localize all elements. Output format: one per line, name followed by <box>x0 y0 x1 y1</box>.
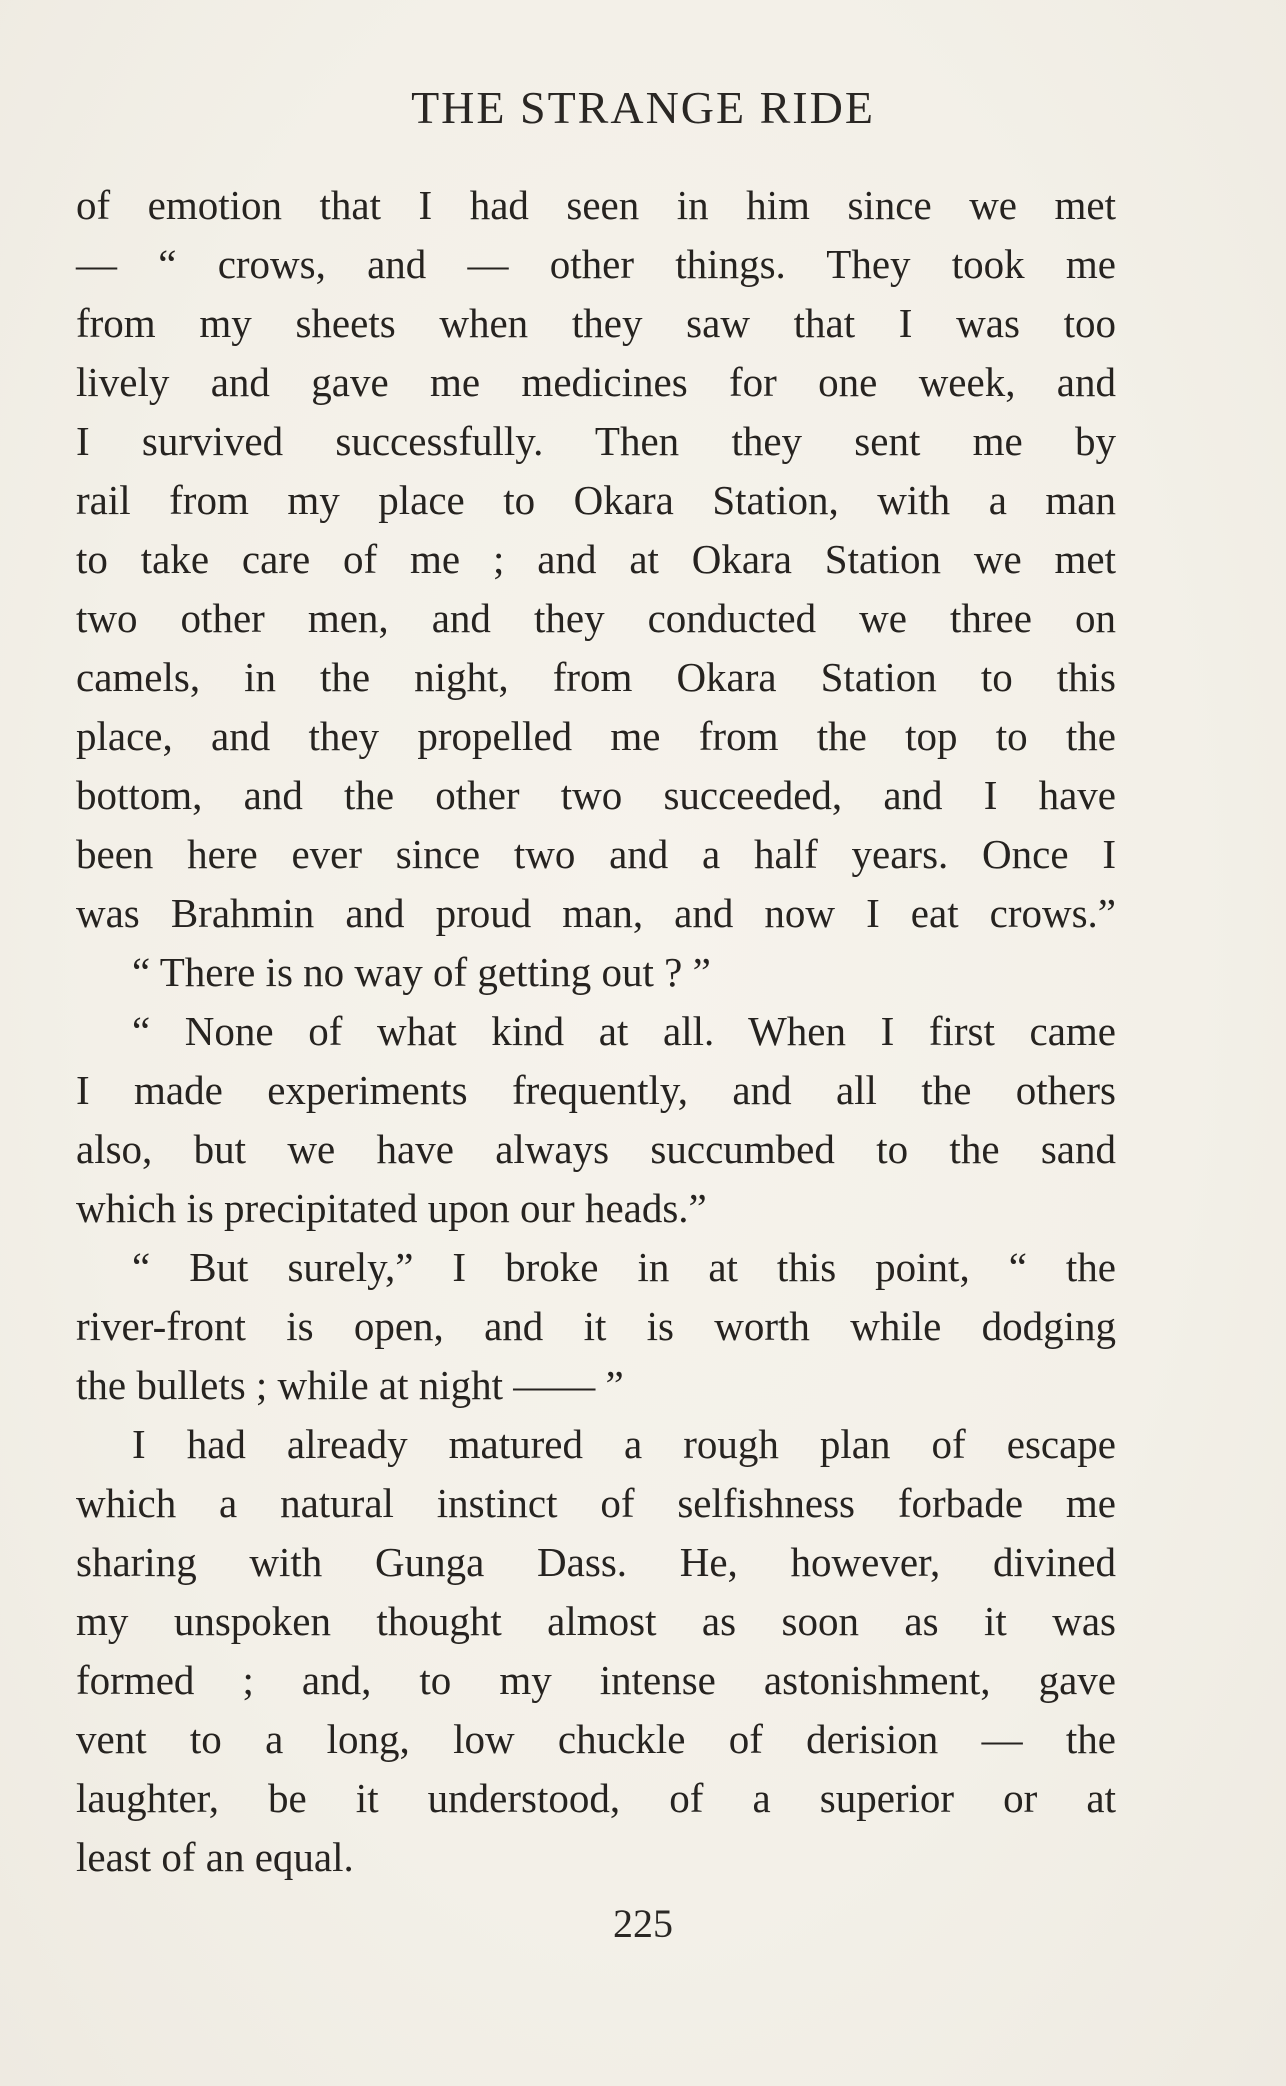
text-line: river-front is open, and it is worth while dodging <box>76 1303 1116 1349</box>
page-number: 225 <box>613 1901 673 1946</box>
text-line: I had already matured a rough plan of escape <box>132 1421 1116 1467</box>
text-line: “ But surely,” I broke in at this point, “ the <box>132 1244 1116 1290</box>
text-line: place, and they propelled me from the top to the <box>76 713 1116 759</box>
text-line: I made experiments frequently, and all the others <box>76 1067 1116 1113</box>
text-line: to take care of me ; and at Okara Station we met <box>76 536 1116 582</box>
text-line: I survived successfully. Then they sent me by <box>76 418 1116 464</box>
text-line: my unspoken thought almost as soon as it was <box>76 1598 1116 1644</box>
text-line: lively and gave me medicines for one week, and <box>76 359 1116 405</box>
text-line: sharing with Gunga Dass. He, however, divined <box>76 1539 1116 1585</box>
text-line: bottom, and the other two succeeded, and I have <box>76 772 1116 818</box>
text-line: which is precipitated upon our heads.” <box>76 1185 707 1231</box>
text-line: the bullets ; while at night —— ” <box>76 1362 624 1408</box>
text-line: camels, in the night, from Okara Station to this <box>76 654 1116 700</box>
text-line: also, but we have always succumbed to the sand <box>76 1126 1116 1172</box>
text-line: was Brahmin and proud man, and now I eat crows.” <box>76 890 1116 936</box>
text-line: two other men, and they conducted we three on <box>76 595 1116 641</box>
text-line: formed ; and, to my intense astonishment, gave <box>76 1657 1116 1703</box>
text-line: of emotion that I had seen in him since we met <box>76 182 1116 228</box>
text-line: laughter, be it understood, of a superior or at <box>76 1775 1116 1821</box>
text-line: — “ crows, and — other things. They took me <box>76 241 1116 287</box>
text-line: been here ever since two and a half years. Once I <box>76 831 1116 877</box>
body-text <box>76 176 1116 1887</box>
text-line: least of an equal. <box>76 1834 354 1880</box>
text-line: vent to a long, low chuckle of derision — the <box>76 1716 1116 1762</box>
text-line: from my sheets when they saw that I was too <box>76 300 1116 346</box>
text-line: which a natural instinct of selfishness forbade me <box>76 1480 1116 1526</box>
text-line: rail from my place to Okara Station, with a man <box>76 477 1116 523</box>
text-line: “ There is no way of getting out ? ” <box>132 949 711 995</box>
running-head: THE STRANGE RIDE <box>411 82 875 133</box>
text-line: “ None of what kind at all. When I first came <box>132 1008 1116 1054</box>
